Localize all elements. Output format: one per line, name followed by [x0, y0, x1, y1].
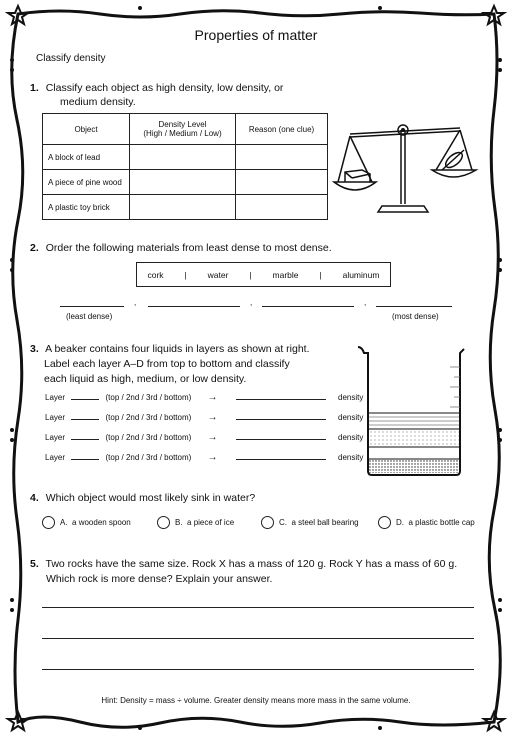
arrow-icon: →: [207, 412, 218, 423]
q4-text: [30, 492, 255, 504]
q4-text-body: Which object would most likely sink in water?: [45, 492, 256, 504]
hint-text: Hint: Density = mass ÷ volume. Greater density means more mass in the same volume.: [101, 696, 411, 705]
arrow-icon: →: [207, 432, 218, 443]
table-row: [43, 145, 328, 170]
word-bank-item: water: [207, 269, 229, 280]
density-word: density: [338, 413, 364, 422]
layer-row: [45, 432, 363, 443]
q5-number: 5.: [30, 558, 39, 570]
header-density: [130, 114, 236, 145]
layer-row: [45, 392, 363, 403]
reason-answer-cell[interactable]: [236, 195, 328, 220]
word-separator: |: [184, 269, 187, 280]
layer-letter-blank[interactable]: [71, 459, 99, 460]
q1-number: 1.: [30, 82, 39, 94]
layer-label: Layer: [45, 413, 66, 422]
header-density-line2: (High / Medium / Low): [143, 129, 222, 138]
answer-line[interactable]: [42, 607, 474, 608]
word-bank-item: aluminum: [342, 269, 380, 280]
row-object: A piece of pine wood: [43, 170, 130, 195]
density-blank[interactable]: [236, 459, 326, 460]
header-object: Object: [43, 114, 130, 145]
option-a[interactable]: [42, 516, 131, 529]
answer-line[interactable]: [42, 669, 474, 670]
table-row: [43, 195, 328, 220]
q4-number: 4.: [30, 492, 39, 504]
radio-circle-icon[interactable]: [378, 516, 391, 529]
layer-letter-blank[interactable]: [71, 399, 99, 400]
option-letter: B.: [175, 518, 183, 527]
option-letter: D.: [396, 518, 404, 527]
word-bank-item: marble: [272, 269, 299, 280]
word-bank-item: cork: [147, 269, 164, 280]
beaker-illustration: [354, 343, 470, 479]
q1-text-line1: Classify each object as high density, low density, or: [45, 82, 284, 94]
q3-text-line1: A beaker contains four liquids in layers as shown at right.: [45, 343, 310, 355]
option-letter: C.: [279, 518, 287, 527]
q3-text-line3: each liquid as high, medium, or low density.: [44, 373, 247, 385]
layer-label: Layer: [45, 393, 66, 402]
word-bank: [136, 262, 391, 287]
order-blank-2[interactable]: [148, 306, 240, 307]
option-d[interactable]: [378, 516, 475, 529]
density-word: density: [338, 453, 364, 462]
option-b[interactable]: [157, 516, 234, 529]
option-text: a plastic bottle cap: [408, 518, 475, 527]
layer-choices: (top / 2nd / 3rd / bottom): [105, 393, 192, 402]
order-comma: ,: [250, 298, 253, 307]
density-blank[interactable]: [236, 439, 326, 440]
row-object: A plastic toy brick: [43, 195, 130, 220]
option-letter: A.: [60, 518, 68, 527]
q5-text-line1: Two rocks have the same size. Rock X has a mass of 120 g. Rock Y has a mass of 60 g.: [45, 558, 458, 570]
radio-circle-icon[interactable]: [42, 516, 55, 529]
most-dense-label: (most dense): [392, 312, 439, 321]
density-table: [42, 113, 328, 220]
least-dense-label: (least dense): [66, 312, 113, 321]
radio-circle-icon[interactable]: [261, 516, 274, 529]
layer-row: [45, 412, 363, 423]
q5-text: [30, 558, 457, 570]
word-separator: |: [249, 269, 252, 280]
density-word: density: [338, 393, 364, 402]
header-reason: Reason (one clue): [236, 114, 328, 145]
q3-text-line2: Label each layer A–D from top to bottom and classify: [44, 358, 290, 370]
page-subtitle: Classify density: [36, 53, 106, 64]
layer-choices: (top / 2nd / 3rd / bottom): [105, 433, 192, 442]
layer-row: [45, 452, 363, 463]
layer-letter-blank[interactable]: [71, 439, 99, 440]
q5-text-line2: Which rock is more dense? Explain your answer.: [46, 573, 273, 585]
layer-choices: (top / 2nd / 3rd / bottom): [105, 453, 192, 462]
order-blank-3[interactable]: [262, 306, 354, 307]
q2-text: [30, 242, 332, 254]
header-density-line1: Density Level: [158, 120, 207, 129]
density-answer-cell[interactable]: [130, 170, 236, 195]
q2-number: 2.: [30, 242, 39, 254]
answer-line[interactable]: [42, 638, 474, 639]
layer-label: Layer: [45, 453, 66, 462]
reason-answer-cell[interactable]: [236, 170, 328, 195]
reason-answer-cell[interactable]: [236, 145, 328, 170]
density-blank[interactable]: [236, 419, 326, 420]
radio-circle-icon[interactable]: [157, 516, 170, 529]
option-c[interactable]: [261, 516, 359, 529]
layer-choices: (top / 2nd / 3rd / bottom): [105, 413, 192, 422]
option-text: a piece of ice: [187, 518, 235, 527]
arrow-icon: →: [207, 452, 218, 463]
word-separator: |: [319, 269, 322, 280]
order-comma: ,: [364, 298, 367, 307]
density-blank[interactable]: [236, 399, 326, 400]
row-object: A block of lead: [43, 145, 130, 170]
balance-scale-illustration: [330, 112, 480, 217]
q1-text-line2: medium density.: [60, 96, 136, 108]
layer-label: Layer: [45, 433, 66, 442]
option-text: a steel ball bearing: [291, 518, 359, 527]
q1-text: [30, 82, 283, 94]
q3-text: [30, 343, 310, 355]
q3-number: 3.: [30, 343, 39, 355]
density-answer-cell[interactable]: [130, 145, 236, 170]
table-row: [43, 170, 328, 195]
option-text: a wooden spoon: [72, 518, 131, 527]
layer-letter-blank[interactable]: [71, 419, 99, 420]
order-blank-1[interactable]: [60, 306, 124, 307]
density-word: density: [338, 433, 364, 442]
order-comma: ,: [134, 298, 137, 307]
page-title: Properties of matter: [194, 27, 318, 43]
density-answer-cell[interactable]: [130, 195, 236, 220]
q2-text-body: Order the following materials from least dense to most dense.: [45, 242, 332, 254]
arrow-icon: →: [207, 392, 218, 403]
order-blank-4[interactable]: [376, 306, 452, 307]
